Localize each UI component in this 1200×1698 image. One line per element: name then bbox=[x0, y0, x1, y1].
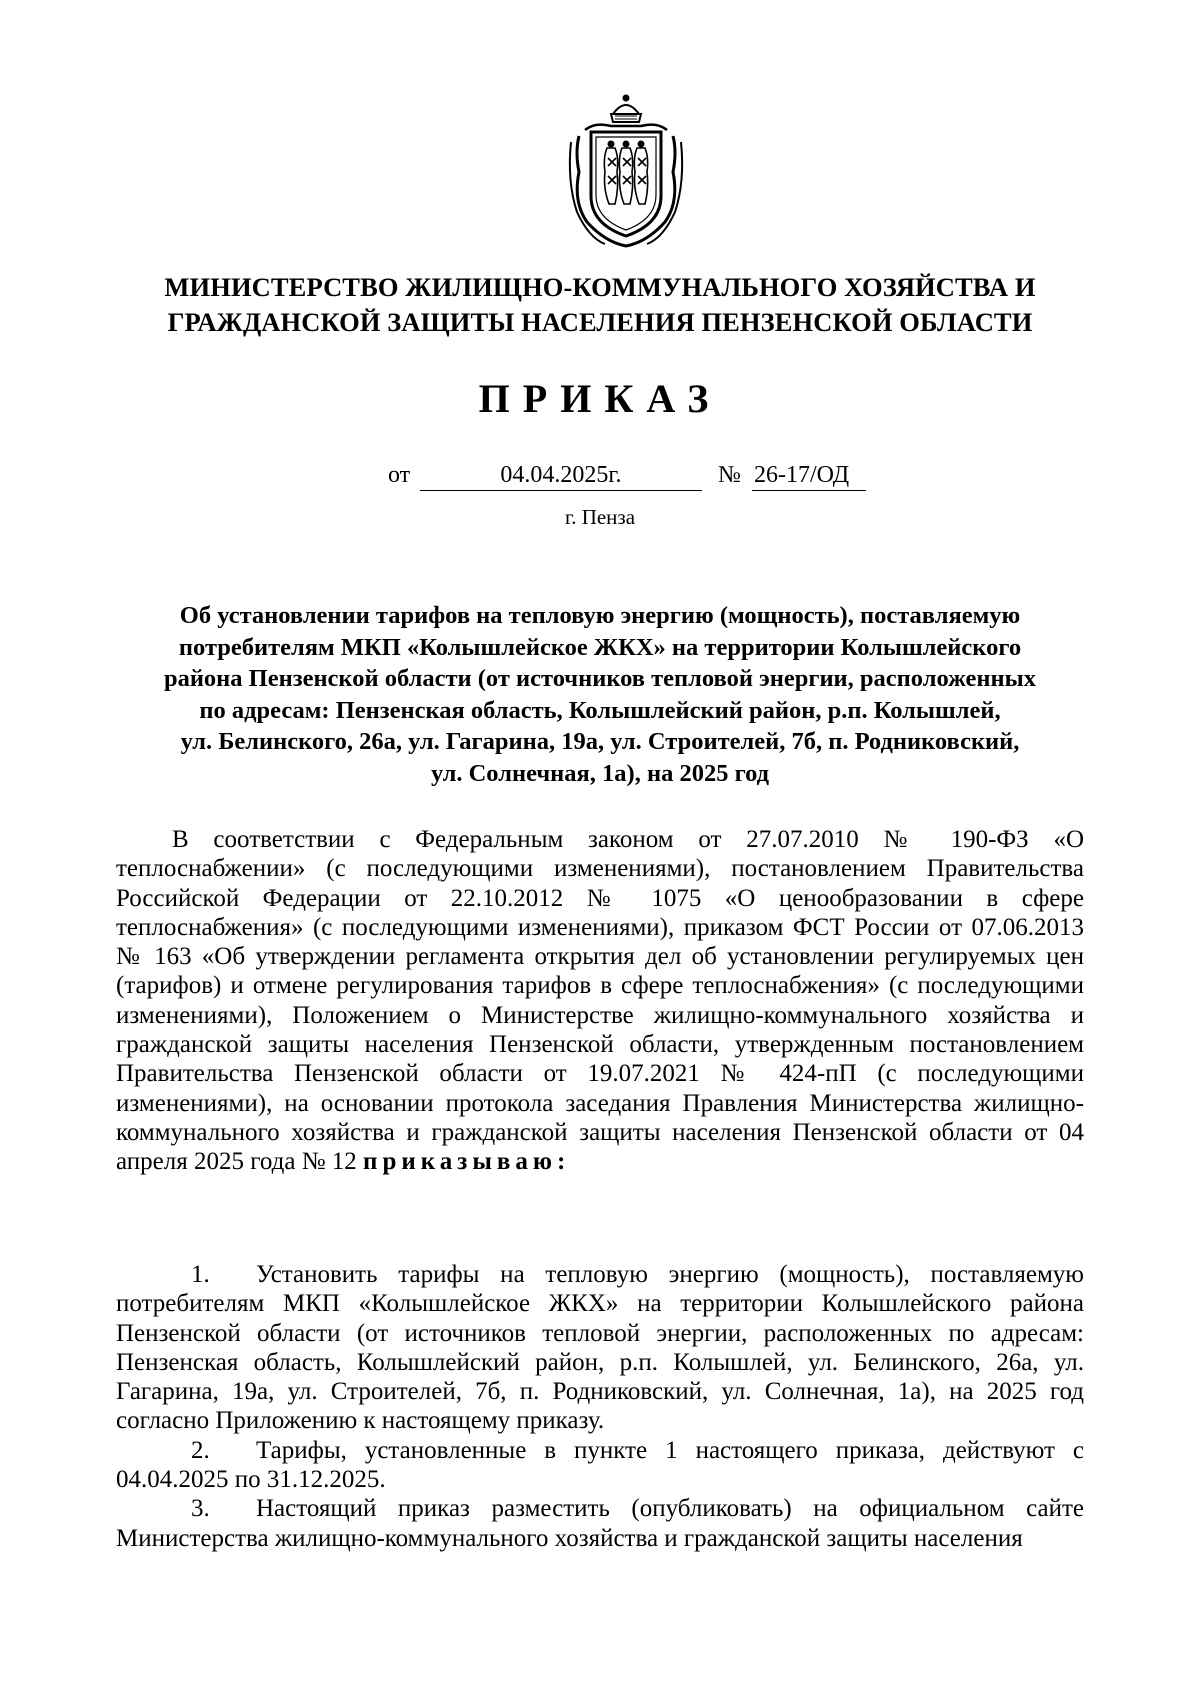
organization-name-line-1: МИНИСТЕРСТВО ЖИЛИЩНО-КОММУНАЛЬНОГО ХОЗЯЙСТВА И bbox=[164, 272, 1036, 302]
order-subject bbox=[120, 600, 1080, 789]
subject-line: по адресам: Пензенская область, Колышлейский район, р.п. Колышлей, bbox=[199, 696, 1001, 724]
order-details bbox=[0, 458, 1200, 494]
item-number: 3. bbox=[191, 1495, 210, 1523]
order-from-label: от bbox=[388, 462, 411, 488]
subject-line: потребителям МКП «Колышлейское ЖКХ» на территории Колышлейского bbox=[178, 633, 1022, 661]
item-number: 1. bbox=[191, 1261, 210, 1288]
preamble-text: В соответствии с Федеральным законом от 27.07.2010 № 190-ФЗ «О теплоснабжении» (с последующими изменениями), постановлением Правительства Российской Федерации от 22.10.2012 № 1075 «О ценообразовании в сфере теплоснабжения» (с последующими изменениями), приказом ФСТ России от 07.06.2013 № 163 «Об утверждении регламента открытия дел об установлении регулируемых цен (тарифов) и отмене регулирования тарифов в сфере теплоснабжения» (с последующими изменениями), Положением о Министерстве жилищно-коммунального хозяйства и гражданской защиты населения Пензенской области, утвержденным постановлением Правительства Пензенской области от 19.07.2021 № 424-пП (с последующими изменениями), на основании протокола заседания Правления Министерства жилищно-коммунального хозяйства и гражданской защиты населения Пензенской области от 04 апреля 2025 года № 12 bbox=[116, 826, 1084, 1176]
subject-line: района Пензенской области (от источников тепловой энергии, расположенных bbox=[163, 665, 1037, 692]
subject-line: ул. Белинского, 26а, ул. Гагарина, 19а, ул. Строителей, 7б, п. Родниковский, bbox=[180, 728, 1020, 755]
order-number-label: № bbox=[718, 462, 741, 488]
preamble-paragraph bbox=[116, 825, 1084, 1177]
item-text: Настоящий приказ разместить (опубликовать) на официальном сайте Министерства жилищно-коммунального хозяйства и гражданской защиты населения bbox=[116, 1495, 1084, 1552]
organization-name bbox=[110, 270, 1090, 340]
directive-word: приказываю: bbox=[363, 1148, 571, 1176]
item-text: Тарифы, установленные в пункте 1 настоящего приказа, действуют с 04.04.2025 по 31.12.2025. bbox=[116, 1436, 1084, 1494]
order-date: 04.04.2025г. bbox=[420, 460, 702, 491]
item-text: Установить тарифы на тепловую энергию (мощность), поставляемую потребителям МКП «Колышлейское ЖКХ» на территории Колышлейского района Пензенской области (от источников тепловой энергии, расположенных по адресам: Пензенская область, Колышлейский район, р.п. Колышлей, ул. Белинского, 26а, ул. Гагарина, 19а, ул. Строителей, 7б, п. Родниковский, ул. Солнечная, 1а), на 2025 год согласно Приложению к настоящему приказу. bbox=[116, 1261, 1084, 1435]
item-number: 2. bbox=[191, 1436, 210, 1464]
order-item bbox=[116, 1494, 1084, 1553]
order-items bbox=[116, 1260, 1084, 1553]
organization-name-line-2: ГРАЖДАНСКОЙ ЗАЩИТЫ НАСЕЛЕНИЯ ПЕНЗЕНСКОЙ ОБЛАСТИ bbox=[167, 307, 1033, 337]
penza-region-coat-of-arms-icon bbox=[565, 92, 687, 250]
order-item bbox=[116, 1260, 1084, 1436]
order-number: 26-17/ОД bbox=[752, 460, 866, 491]
order-title: ПРИКАЗ bbox=[478, 376, 722, 421]
order-item bbox=[116, 1436, 1084, 1495]
order-city: г. Пенза bbox=[564, 505, 636, 529]
subject-line: Об установлении тарифов на тепловую энергию (мощность), поставляемую bbox=[179, 602, 1021, 629]
subject-line: ул. Солнечная, 1а), на 2025 год bbox=[430, 759, 770, 787]
